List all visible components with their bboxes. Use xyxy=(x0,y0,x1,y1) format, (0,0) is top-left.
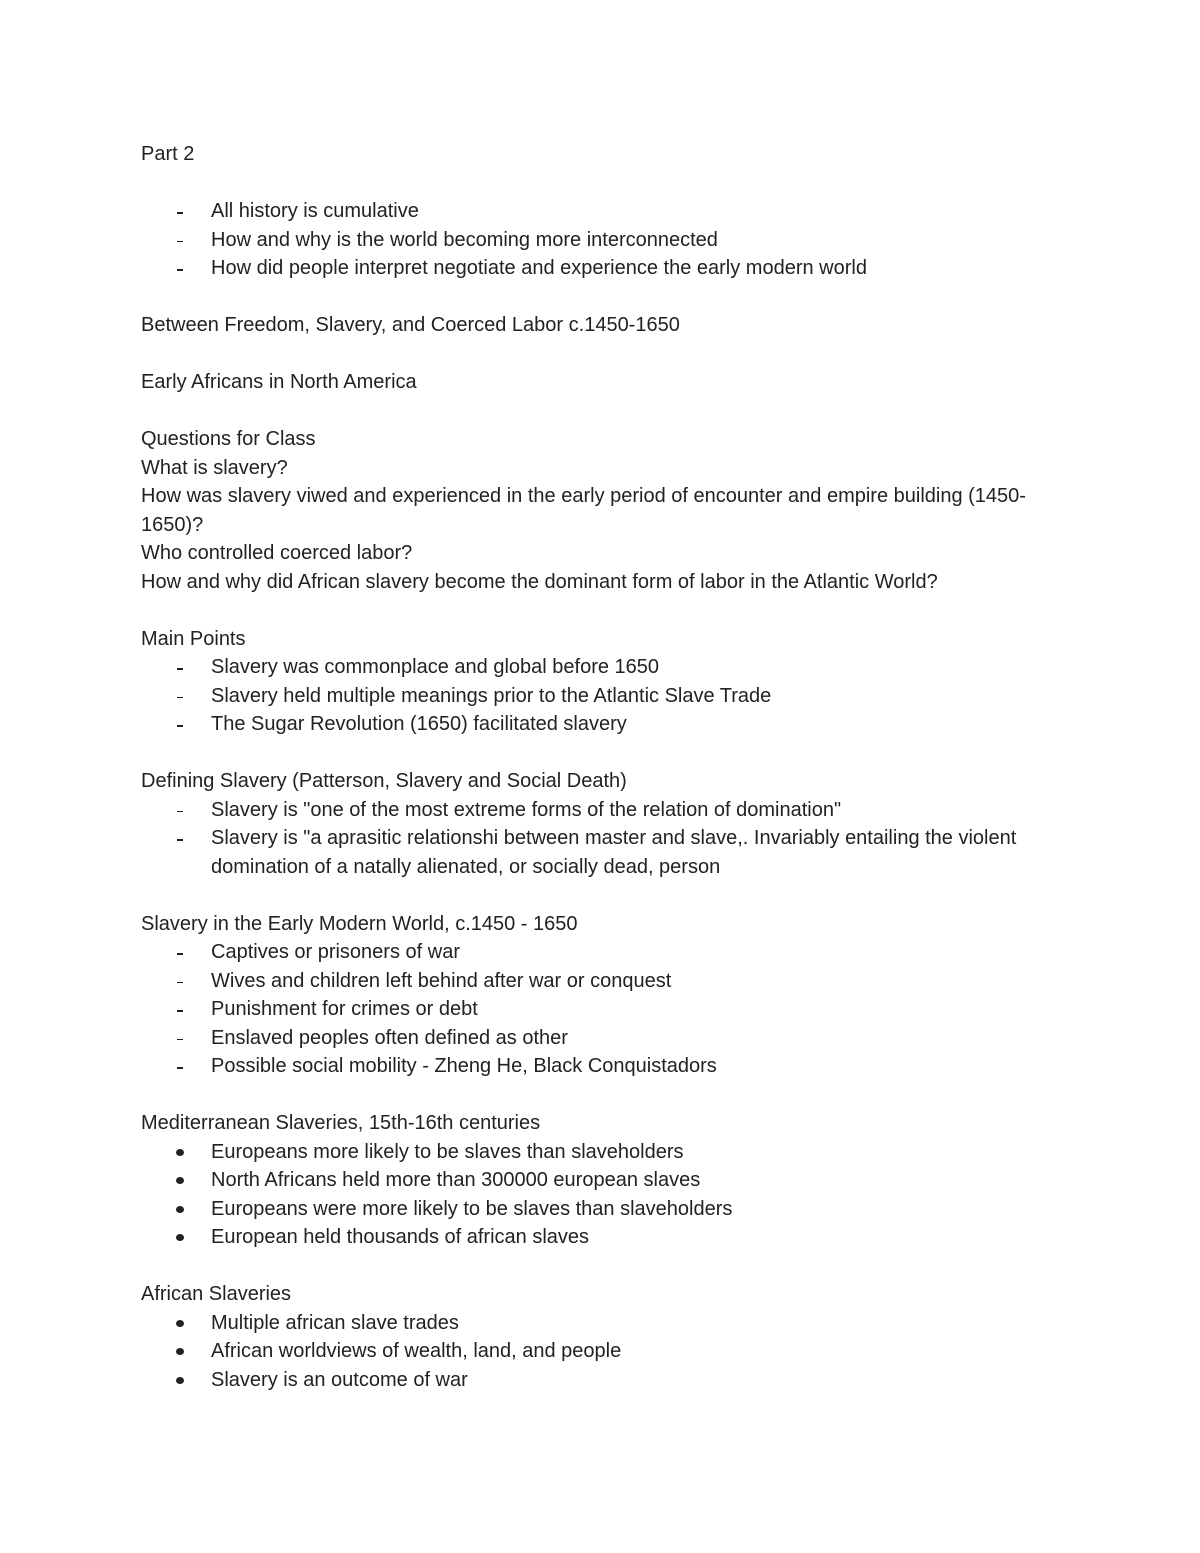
dash-bullet-icon xyxy=(173,967,193,996)
dash-bullet-icon xyxy=(173,824,193,853)
lecture-title: Between Freedom, Slavery, and Coerced Labor c.1450-1650 xyxy=(141,314,680,336)
question-line: How was slavery viwed and experienced in the early period of encounter and empire building (1450-1650)? xyxy=(141,485,1026,536)
list-item xyxy=(141,824,1041,881)
african-list xyxy=(141,1309,1041,1395)
list-item xyxy=(141,1195,1041,1224)
defining-slavery-list xyxy=(141,796,1041,882)
dot-bullet-icon xyxy=(173,1337,193,1366)
dot-bullet-icon xyxy=(173,1195,193,1224)
list-item xyxy=(141,1337,1041,1366)
question-line: What is slavery? xyxy=(141,456,288,479)
dash-bullet-icon xyxy=(173,653,193,682)
dash-bullet-icon xyxy=(173,1024,193,1053)
list-item-text: How did people interpret negotiate and experience the early modern world xyxy=(211,257,867,279)
list-item-text: Punishment for crimes or debt xyxy=(211,998,478,1020)
intro-list xyxy=(141,197,1041,283)
mediterranean-list xyxy=(141,1138,1041,1252)
main-points-list xyxy=(141,653,1041,739)
list-item xyxy=(141,967,1041,996)
list-item-text: European held thousands of african slaves xyxy=(211,1226,590,1248)
dash-bullet-icon xyxy=(173,995,193,1024)
list-item-text: African worldviews of wealth, land, and people xyxy=(211,1340,622,1362)
list-item xyxy=(141,1223,1041,1252)
list-item xyxy=(141,1052,1041,1081)
list-item xyxy=(141,1366,1041,1395)
list-item xyxy=(141,226,1041,255)
list-item xyxy=(141,1166,1041,1195)
dot-bullet-icon xyxy=(173,1138,193,1167)
list-item-text: The Sugar Revolution (1650) facilitated slavery xyxy=(211,713,627,735)
part-title: Part 2 xyxy=(141,143,195,165)
dash-bullet-icon xyxy=(173,226,193,255)
list-item xyxy=(141,254,1041,283)
question-line: Who controlled coerced labor? xyxy=(141,542,413,564)
mediterranean-heading: Mediterranean Slaveries, 15th-16th centuries xyxy=(141,1112,541,1134)
list-item-text: North Africans held more than 300000 european slaves xyxy=(211,1169,701,1191)
lecture-subtitle: Early Africans in North America xyxy=(141,371,417,393)
list-item-text: Slavery held multiple meanings prior to the Atlantic Slave Trade xyxy=(211,684,772,707)
spacer xyxy=(141,596,1041,625)
dot-bullet-icon xyxy=(173,1309,193,1338)
list-item xyxy=(141,682,1041,711)
list-item-text: Slavery was commonplace and global before 1650 xyxy=(211,656,660,678)
list-item xyxy=(141,653,1041,682)
question-line: How and why did African slavery become the dominant form of labor in the Atlantic World? xyxy=(141,570,938,593)
main-points-heading: Main Points xyxy=(141,627,246,650)
list-item-text: Europeans were more likely to be slaves than slaveholders xyxy=(211,1197,733,1220)
dash-bullet-icon xyxy=(173,938,193,967)
dash-bullet-icon xyxy=(173,1052,193,1081)
list-item xyxy=(141,796,1041,825)
spacer xyxy=(141,739,1041,768)
early-modern-list xyxy=(141,938,1041,1081)
list-item-text: Slavery is "a aprasitic relationshi between master and slave,. Invariably entailing the violent domination of a natally alienated, or socially dead, person xyxy=(211,827,1017,878)
list-item-text: Wives and children left behind after war or conquest xyxy=(211,969,672,992)
spacer xyxy=(141,1252,1041,1281)
dot-bullet-icon xyxy=(173,1223,193,1252)
list-item-text: Multiple african slave trades xyxy=(211,1311,459,1334)
document-page xyxy=(141,140,1041,1394)
list-item-text: Captives or prisoners of war xyxy=(211,941,460,963)
spacer xyxy=(141,169,1041,198)
dash-bullet-icon xyxy=(173,197,193,226)
list-item xyxy=(141,938,1041,967)
list-item xyxy=(141,1138,1041,1167)
defining-slavery-heading: Defining Slavery (Patterson, Slavery and Social Death) xyxy=(141,770,627,792)
list-item-text: Possible social mobility - Zheng He, Black Conquistadors xyxy=(211,1055,717,1077)
dash-bullet-icon xyxy=(173,710,193,739)
african-heading: African Slaveries xyxy=(141,1283,292,1305)
dot-bullet-icon xyxy=(173,1366,193,1395)
spacer xyxy=(141,340,1041,369)
questions-heading: Questions for Class xyxy=(141,428,316,450)
list-item xyxy=(141,1309,1041,1338)
list-item xyxy=(141,197,1041,226)
dash-bullet-icon xyxy=(173,796,193,825)
dash-bullet-icon xyxy=(173,682,193,711)
list-item-text: Slavery is an outcome of war xyxy=(211,1368,468,1391)
list-item xyxy=(141,710,1041,739)
early-modern-heading: Slavery in the Early Modern World, c.1450 - 1650 xyxy=(141,912,578,935)
spacer xyxy=(141,881,1041,910)
list-item xyxy=(141,995,1041,1024)
dash-bullet-icon xyxy=(173,254,193,283)
list-item-text: All history is cumulative xyxy=(211,200,419,222)
list-item xyxy=(141,1024,1041,1053)
spacer xyxy=(141,1081,1041,1110)
list-item-text: Enslaved peoples often defined as other xyxy=(211,1026,568,1049)
spacer xyxy=(141,397,1041,426)
dot-bullet-icon xyxy=(173,1166,193,1195)
list-item-text: Slavery is "one of the most extreme forms of the relation of domination" xyxy=(211,798,842,821)
list-item-text: Europeans more likely to be slaves than slaveholders xyxy=(211,1140,684,1163)
list-item-text: How and why is the world becoming more interconnected xyxy=(211,228,718,251)
spacer xyxy=(141,283,1041,312)
